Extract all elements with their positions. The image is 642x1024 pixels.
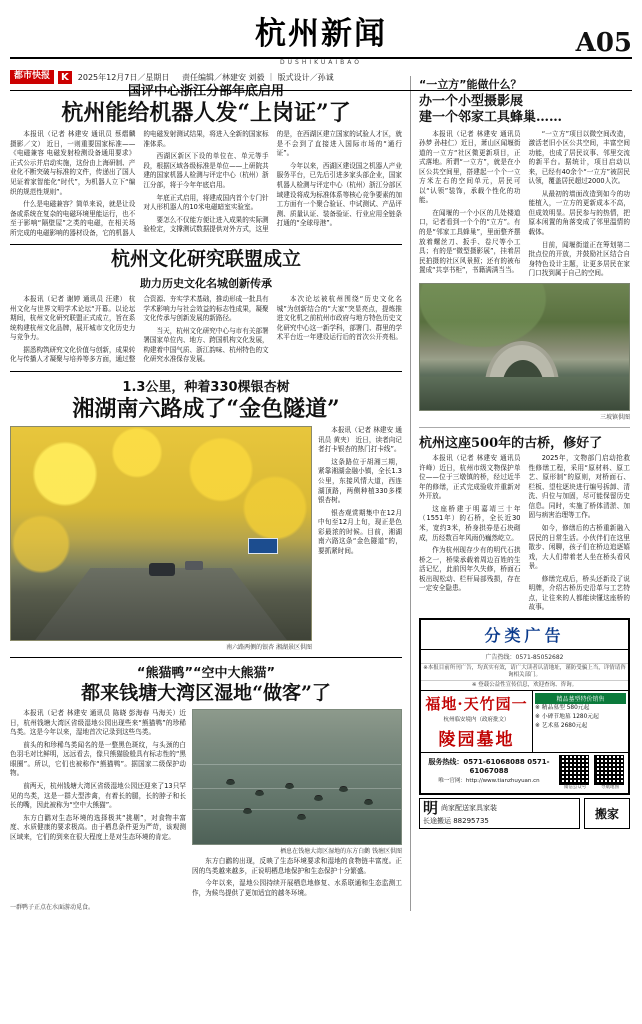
article3-caption: 南六路两侧的银杏 湘湖景区供图 xyxy=(226,644,312,652)
article4-p5: 东方白鹳的出现，反映了生态环境要求和湿地的食物链丰富度。正因的鸟类越来越多，正说明栖息地保护和生态保护十分繁盛。 xyxy=(192,857,402,875)
moving-ad-line1: 尚家配送家具家装 xyxy=(441,804,498,813)
article3-figure-row xyxy=(10,426,402,651)
ad-price-item-2: ※ 小碑节地墓 1280元起 xyxy=(535,714,599,721)
article1-p3: 西湖区新区下设的单位在、单元等手段，根据区域各级标准是单位——上研院共建的国家机器人检测与评定中心（杭州）浙江分部，将于今年年底启用。 xyxy=(143,152,269,190)
issue-date: 2025年12月7日／星期日 xyxy=(77,72,170,82)
article3-headline: 湘湖南六路成了“金色隧道” xyxy=(72,395,340,422)
moving-keyword[interactable]: 搬家 xyxy=(584,798,630,830)
article1-p4: 年底正式启用，将建成国内首个专门针对人形机器人的10米电磁暗室实验室。 xyxy=(143,193,269,212)
r-article1-p2: 在闻堰的一个小区的几处楼道口，记者看到一个个的“立方”。有的是“邻家工具蜂巢”，里面整齐摆放着螺丝刀、扳手、卷尺等小工具；有的是“微型摄影展”，挂着居民拍摄的社区风景照；还有的被布置成“共享书柜”，书籍满满当当。 xyxy=(419,208,521,275)
page-number: A05 xyxy=(575,28,632,58)
article3-body xyxy=(318,426,402,559)
road-shape xyxy=(35,568,287,640)
logo-k-mark: K xyxy=(58,71,72,84)
ad-website[interactable]: 唯一官网：http://www.tianzhuyuan.cn xyxy=(438,778,540,785)
masthead-meta xyxy=(78,72,344,83)
article4-headline: 都来钱塘大湾区湿地“做客”了 xyxy=(81,682,331,705)
divider-1 xyxy=(10,244,402,245)
ad-pricing-list xyxy=(535,704,626,730)
ad-service-phone[interactable]: 服务热线：0571-61068088 0571-61067088 xyxy=(428,758,550,776)
publication-logo xyxy=(10,70,72,83)
photo-ducks-water xyxy=(192,709,402,845)
article2-p3: 当天，杭州文化研究中心与市有关部署署国家单位内、地方、跨国机构文化发展，构建着中国气质、浙江韵味、杭州特色的文化研究水准保存发展。 xyxy=(143,326,269,364)
article-one-cubic-meter xyxy=(419,76,630,421)
article1-kicker: 国评中心浙江分部年底启用 xyxy=(127,84,284,99)
r-article2-p6: 修缮完成后，桥头还新设了说明牌，介绍古桥历史沿革与工艺特点，让往来的人都能读懂这座桥的故事。 xyxy=(528,574,630,612)
ad-cemetery-type: 陵园墓地 xyxy=(438,730,515,751)
article1-body xyxy=(10,130,402,238)
article4-p6: 今年以来，湿地公园持续开展栖息地修复、水系联通和生态监测工作，为候鸟提供了更加适宜的越冬环境。 xyxy=(192,879,402,897)
article4-figure-row xyxy=(10,709,402,901)
masthead-pinyin: DUSHIKUAIBAO xyxy=(280,59,362,66)
qr-caption-1: 微信公众号 xyxy=(563,785,587,791)
editor-credit: 责任编辑／林建安 刘毅 ｜ 版式设计／孙诚 xyxy=(181,72,334,82)
masthead-rule-2 xyxy=(10,90,632,91)
brand-mark: 明 xyxy=(423,798,439,817)
ad-body xyxy=(421,690,628,752)
article3-p1: 本报讯（记者 林建安 通讯员 黄夹） 近日，读者向记者打卡银杏的热门打卡线”。 xyxy=(318,426,402,454)
article2-p4: 本次论坛被杭州围绕“历史文化名城”为创新结合的“大家”突显亮点，提炼推进文化机之前杭州市政府与地方特色历史文化研究中心这一新学科，部署门、群里的学术平台近一年建设运行后的首次公开亮相。 xyxy=(276,295,402,342)
road-sign-shape xyxy=(248,538,278,554)
r-article2-p3: 作为杭州现存少有的明代石拱桥之一，桥梁承载着周边百姓的生活记忆，此前因年久失修，桥面石板出现松动、栏杆局部残损，存在一定安全隐患。 xyxy=(419,546,521,593)
r-article1-kicker: “一立方”能做什么？ xyxy=(419,78,522,91)
article-robot-certificate xyxy=(10,80,402,238)
ad-title: 分类广告 xyxy=(421,620,628,649)
article4-body-left xyxy=(10,709,186,845)
masthead xyxy=(10,8,632,83)
qr-caption-2: 导航地图 xyxy=(601,785,619,791)
article-ginkgo-road xyxy=(10,376,402,651)
photo-stone-bridge xyxy=(419,283,630,411)
ad-cemetery-panel[interactable] xyxy=(421,691,533,752)
r-article1-headline-line2: 建一个邻家工具蜂巢…… xyxy=(419,110,563,126)
article2-p1: 本报讯（记者 谢婷 通讯员 汪建） 杭州文化与世界文明学术论坛“开幕。以论坛期间，杭州文化研究联盟正式成立，旨在系统构建杭州文化品牌，展开城市文化历史力与竞争力。 xyxy=(10,295,136,342)
divider-2 xyxy=(10,371,402,372)
wechat-qr-icon[interactable] xyxy=(559,755,589,785)
ad-price-item-3: ※ 艺术墓 2680元起 xyxy=(535,722,588,729)
article4-p1: 本报讯（记者 林建安 通讯员 陈晓 彭海春 马海关）近日，杭州钱塘大湾区省级湿地公园出现些来“熊猫鸭”的珍稀鸟类。这是今年以来，湿地首次记录到这些鸟类。 xyxy=(10,709,186,737)
ad-pricing-panel[interactable] xyxy=(533,691,628,752)
article-500-year-bridge xyxy=(419,432,630,613)
article3-kicker: 1.3公里，种着330棵银杏树 xyxy=(122,379,290,395)
ad-cemetery-sub: 杭州临安境内（政府批文） xyxy=(443,717,510,724)
moving-ad-line2: 长途搬运 88295735 xyxy=(423,816,489,825)
masthead-meta-bar xyxy=(10,66,632,88)
divider-3 xyxy=(10,657,402,658)
article4-body-right xyxy=(192,857,402,901)
r-article2-body xyxy=(419,454,630,613)
classified-ad-block xyxy=(419,618,630,795)
ad-contact-row xyxy=(421,752,628,792)
water-shape xyxy=(420,377,629,410)
masthead-title: 杭州新闻 xyxy=(255,16,387,52)
r-article1-body xyxy=(419,130,630,281)
article3-p3: 银杏观赏期集中在12月中旬至12月上旬，现正是色彩最浓的时候。目前，湘湖南六路这条“金色隧道”的，要抓紧时间。 xyxy=(318,508,402,555)
article-culture-alliance xyxy=(10,249,402,365)
article2-subhead: 助力历史文化名城创新传承 xyxy=(140,277,272,291)
article4-p4: 东方白鹳对生态环境的选择极其“挑剔”，对食物丰富度、水质健康的要求极高。由于栖息条件更为严苛，该观测区域来，它们的到来在很大程度上是对生态环境的肯定。 xyxy=(10,813,186,841)
article4-caption-2: 栖息在钱塘大湾区湿地的东方白鹳 钱塘区供图 xyxy=(280,848,402,856)
article4-p3: 前两天，杭州钱塘大湾区省级湿地公园还迎来了13只罕见的鸟类，这是一群大型涉禽，有着长的腿，长的脖子和长长的嘴，因此被称为“空中大熊猫”。 xyxy=(10,781,186,810)
map-qr-icon[interactable] xyxy=(594,755,624,785)
article4-p2: 前头的和珍稀鸟类闻名的是一整黑色斑纹，与头颈的白色羽毛对比鲜明，远远看去，像只熊猫脸般具有标志性的“黑眼圈”。所以，它们也被称作“熊猫鸭”。据国家二级保护动物。 xyxy=(10,740,186,778)
r-article2-p1: 本报讯（记者 林建安 通讯员 许峰）近日，杭州市级文物保护单位——位于三墩镇的桥，经过近半年的修缮，正式完成验收并重新对外开放。 xyxy=(419,454,521,501)
car-shape-2 xyxy=(185,561,203,570)
left-column xyxy=(10,76,402,911)
divider-right-1 xyxy=(419,427,630,428)
r-article1-p1: 本报讯（记者 林建安 通讯员 孙梦 孙桂仁）近日，萧山区闻堰街道的一立方“社区微更新项目，正式落地。所谓“一立方”，就是在小区公共空间里，搭建起一个个一立方米左右的空间单元，居民可以“认领”装饰，承载个性化的功能。 xyxy=(419,129,521,205)
article1-p2: 什么是电磁兼容？简单来说，就是让设备或系统在复杂的电磁环境里能运行，也不至于影响“隔壁屋”之类的电磁，在相关场所完成的电磁影响的器材设备，它的机器人的电磁发射测试结果，将进入全新的国家标准体系。 xyxy=(10,130,269,237)
r-article2-p5: 如今，修缮后的古桥重新融入居民的日常生活。小伙伴们在这里散步、闲聊，孩子们在桥边追逐嬉戏，大人们带着老人坐在桥头看风景。 xyxy=(528,524,630,571)
r-article1-p3: “一立方”项目以微空间改造，激活老旧小区公共空间，丰富空间功能，也成了居民议事、邻里交流的新平台。据统计，项目启动以来，已经有40余个“一立方”被居民认领，覆盖居民超过2000人次。 xyxy=(528,129,630,186)
article2-headline: 杭州文化研究联盟成立 xyxy=(110,248,301,271)
ad-cemetery-name: 福地·天竹园一 xyxy=(425,695,528,714)
r-article1-p4: 从最初的墙面改造到如今的功能植入，一立方的更新成本不高，但成效明显。居民参与的热情，把原本闲置的角落变成了邻里温情的载体。 xyxy=(528,189,630,236)
page-columns xyxy=(10,76,632,911)
article-panda-duck xyxy=(10,662,402,911)
ad-price-item-1: ※ 精品墓型 580元起 xyxy=(535,705,590,712)
logo-text: 都市快报 xyxy=(10,70,54,83)
ad-hotline[interactable]: 广告热线：0571-85052682 xyxy=(421,649,628,663)
car-shape xyxy=(149,563,175,576)
article1-p6: 今年以来，西湖区建设国之机器人产业服务平台，已先后引进多家头部企业，国家机器人检测与评定中心（杭州）浙江分部区域建设将成为标准体系等核心竞争要素的加工方面有一个聚合验证、中试测试、产品评测、质量认证、装备验证、行业应用全链条打通的“全球母港”。 xyxy=(276,161,402,228)
r-article2-headline: 杭州这座500年的古桥，修好了 xyxy=(419,436,603,452)
article1-headline: 杭州能给机器人发“上岗证”了 xyxy=(61,100,351,126)
r-article2-p4: 2025年，文物部门启动抢救性修缮工程，采用“原材料、原工艺、原形制”的原则，对桥面石、栏板、望柱逐块进行编号拆卸、清洗、归位与加固，尽可能保留历史信息。同时，实施了桥体清淤、加固与病害治理等工作。 xyxy=(528,454,630,520)
photo-ginkgo-road xyxy=(10,426,312,641)
article2-p2: 据悉构筑研究文化价值与创新，成果转化与传播人才凝聚与培养等多方面，通过整合资源、夯实学术基础，推动形成一批具有学术影响力与社会效益的标志性成果，凝聚文化传承与创新发展的新路径。 xyxy=(10,295,269,364)
article4-kicker: “熊猫鸭”“空中大熊猫” xyxy=(136,666,276,682)
article3-p2: 这条路位于胡湘三期，紧靠湘湖金融小镇，全长1.3公里，东接风情大道，西连湖顶路，两侧种植330多棵银杏树。 xyxy=(318,457,402,505)
r-article1-headline-line1: 办一个小型摄影展 xyxy=(419,94,524,109)
article4-caption-1: 一群鸭子正点在水面游动觅食。 xyxy=(10,904,95,912)
ad-disclaimer-1: ※本报目前所刊广告，均真实有效，请广大读者认清地址，谨防受骗上当，详情请咨询相关部门。 xyxy=(421,663,628,680)
ad-qr-group xyxy=(559,755,626,790)
ad-pricing-title: 精品墓型特价销售 xyxy=(535,693,626,704)
ad-disclaimer-2: ※ 登载公益性宣传信息，欢迎查询、咨询。 xyxy=(421,680,628,690)
right-column xyxy=(410,76,630,911)
article1-p5: 要怎么不仅能方便让进入成果的实际测验检定，支撑测试数据提供对外方式，这里的是，在西湖区建立国家的试验人才区，就是不会到了直接进入国际市场的“通行证”。 xyxy=(143,130,402,234)
r-article1-p5: 目前，闻堰街道正在筹划第二批点位的开放，并鼓励社区结合自身特色设计主题，让更多居民在家门口找到属于自己的空间。 xyxy=(528,240,630,278)
r-article1-caption: 三坡镇供图 xyxy=(599,414,630,422)
bottom-ad-strip xyxy=(419,798,630,830)
moving-service-ad[interactable] xyxy=(419,798,580,830)
article2-body xyxy=(10,295,402,365)
r-article2-p2: 这座桥建于明嘉靖三十年（1551年）的石桥，全长近30米，宽约3米，桥身拱券是石块砌成，历经数百年风雨仍巍然屹立。 xyxy=(419,504,521,542)
article1-p1: 本报讯（记者 林建安 通讯员 蔡熠麟 摄影／文） 近日，一则重要国家标准——《电磁兼容 电磁发射检测设备通用要求》正式公示并启动实施，这份由上海研制、产业化不断突破与标准的文件，传递出了国人见证着家智能化“时代”，为机器人立下“编织的规范性规则”。 xyxy=(10,130,136,196)
